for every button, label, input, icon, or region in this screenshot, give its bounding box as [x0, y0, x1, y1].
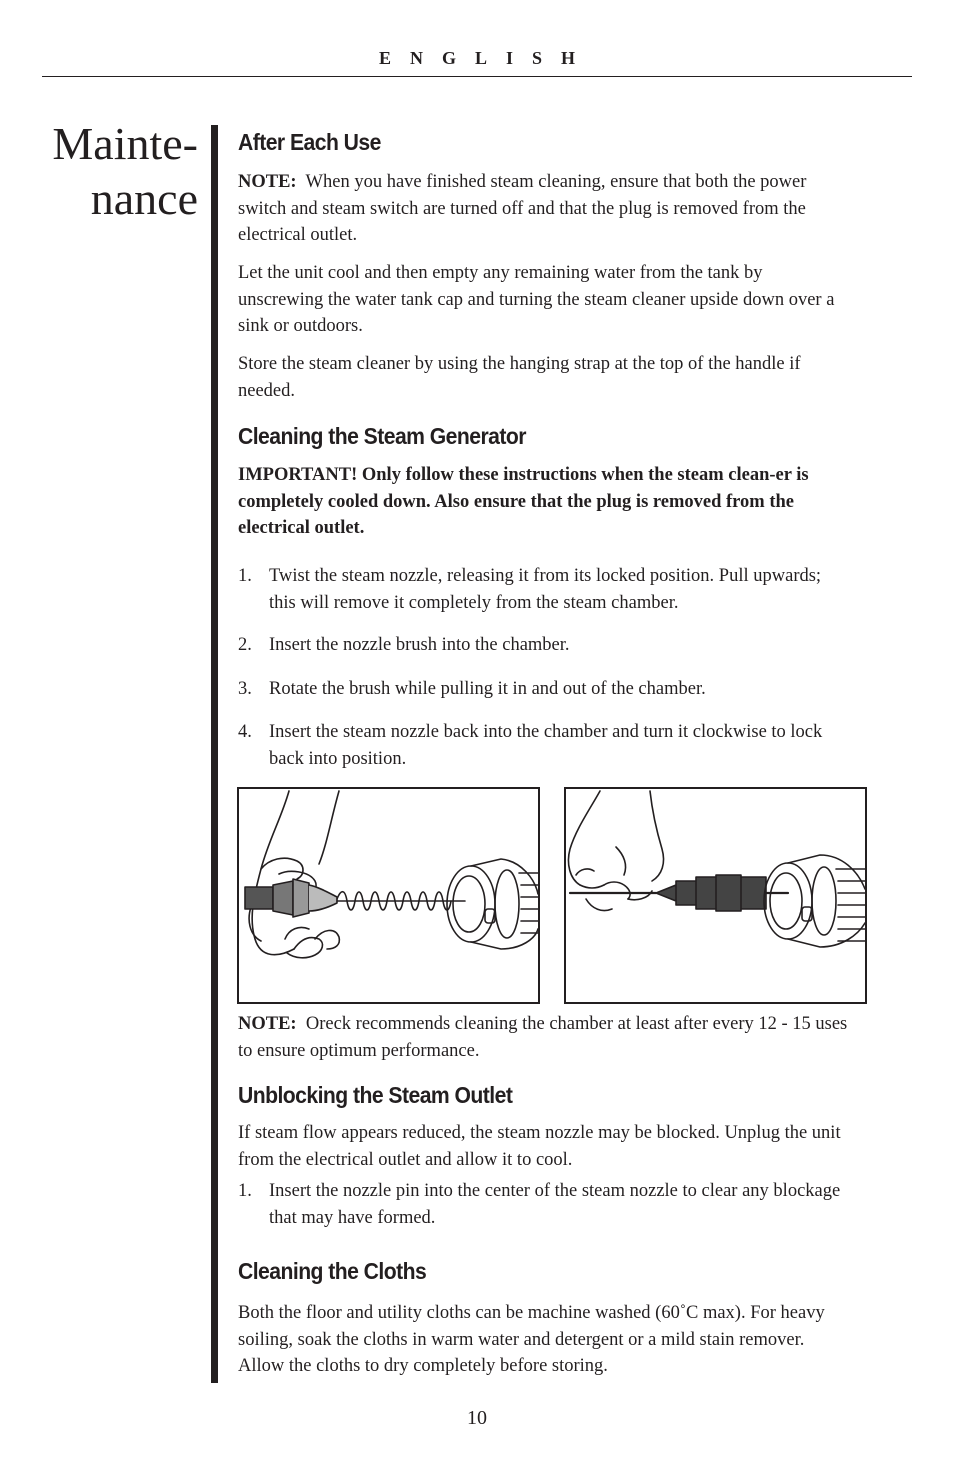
paragraph-empty-tank: Let the unit cool and then empty any remaining water from the tank by unscrewing the water tank cap and turning the steam cleaner upside down over a sink or outdoors.: [238, 263, 835, 336]
list-item-number: 4.: [238, 722, 252, 742]
header-language: ENGLISH: [378, 48, 595, 68]
list-item: [238, 632, 848, 659]
side-title: [30, 116, 198, 226]
list-item-text: Twist the steam nozzle, releasing it from its locked position. Pull upwards; this will remove it completely from the steam chamber.: [269, 566, 822, 613]
section-bar: [211, 125, 218, 1383]
page-number: 10: [467, 1407, 487, 1429]
note-after-each-use: [238, 169, 848, 249]
paragraph-cloths: Both the floor and utility cloths can be machine washed (60˚C max). For heavy soiling, soak the cloths in warm water and detergent or a mild stain remover. Allow the cloths to dry completely before storing.: [238, 1303, 825, 1376]
list-item: [238, 719, 848, 772]
list-item-text: Insert the steam nozzle back into the chamber and turn it clockwise to lock back into position.: [269, 722, 823, 769]
note-label: NOTE:: [238, 1014, 297, 1034]
illustration-nozzle-removal-drawing: [239, 789, 538, 1002]
list-item: [238, 1178, 848, 1231]
list-item-number: 2.: [238, 635, 252, 655]
list-item-number: 1.: [238, 566, 252, 586]
important-notice: IMPORTANT! Only follow these instructions when the steam clean-er is completely cooled down. Also ensure that the plug is removed from the electrical outlet.: [238, 465, 809, 538]
note-label: NOTE:: [238, 172, 297, 192]
list-item: [238, 563, 848, 616]
list-item: [238, 676, 848, 703]
list-item-number: 3.: [238, 679, 252, 699]
illustration-brush-cleaning: [564, 787, 867, 1004]
header-rule: [42, 76, 912, 77]
heading-after-each-use: After Each Use: [238, 129, 381, 155]
heading-steam-outlet: Unblocking the Steam Outlet: [238, 1082, 513, 1108]
list-item-text: Insert the nozzle pin into the center of the steam nozzle to clear any blockage that may have formed.: [269, 1181, 841, 1228]
note-chamber: [238, 1011, 848, 1064]
note-text: Oreck recommends cleaning the chamber at least after every 12 - 15 uses to ensure optimum performance.: [238, 1014, 848, 1061]
heading-steam-generator: Cleaning the Steam Generator: [238, 423, 526, 449]
side-title-line1: Mainte-: [52, 118, 198, 169]
list-item-text: Insert the nozzle brush into the chamber.: [269, 635, 570, 655]
illustration-nozzle-removal: [237, 787, 540, 1004]
list-item-number: 1.: [238, 1181, 252, 1201]
heading-cloths: Cleaning the Cloths: [238, 1258, 427, 1284]
note-text: When you have finished steam cleaning, ensure that both the power switch and steam switch are turned off and that the plug is removed from the electrical outlet.: [238, 172, 807, 245]
list-item-text: Rotate the brush while pulling it in and out of the chamber.: [269, 679, 706, 699]
side-title-line2: nance: [90, 173, 198, 224]
illustration-brush-cleaning-drawing: [566, 789, 865, 1002]
paragraph-steam-outlet: If steam flow appears reduced, the steam nozzle may be blocked. Unplug the unit from the electrical outlet and allow it to cool.: [238, 1123, 841, 1170]
paragraph-store: Store the steam cleaner by using the hanging strap at the top of the handle if needed.: [238, 354, 801, 401]
